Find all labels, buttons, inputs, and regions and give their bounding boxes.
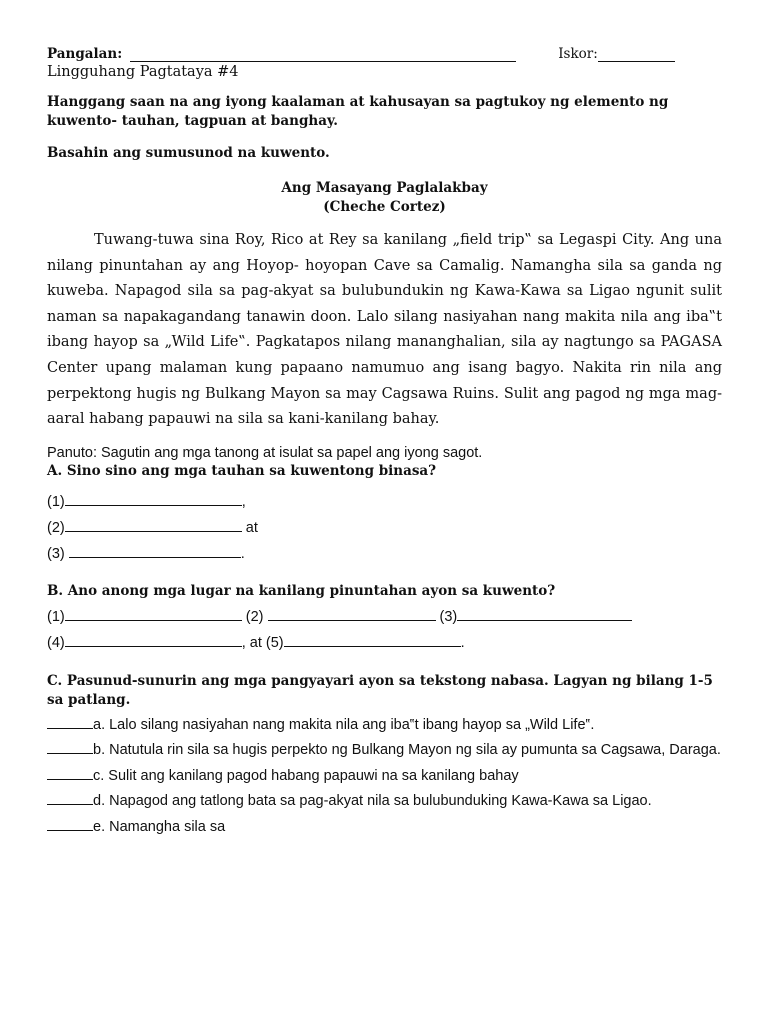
score-label: Iskor: [558,46,598,62]
name-label: Pangalan: [47,46,123,62]
question-c: C. Pasunud-sunurin ang mga pangyayari ayon sa tekstong nabasa. Lagyan ng bilang 1-5 sa patlang. [47,672,713,708]
sequence-blank-d[interactable] [47,790,93,805]
answer-b1-blank[interactable] [65,606,242,621]
answer-b-row2 [47,630,722,656]
story-body: Tuwang-tuwa sina Roy, Rico at Rey sa kanilang „field trip‟ sa Legaspi City. Ang una nilang pinuntahan ay ang Hoyop- hoyopan Cave sa Camalig. Namangha sila sa ganda ng kuweba. Napagod sila sa pag-akyat sa bulubundukin ng Kawa-Kawa sa Ligao ngunit sulit naman sa napakagandang tanawin doon. Lalo silang nasiyahan nang makita nila ang iba‟t ibang hayop sa „Wild Life‟. Pagkatapos nilang mananghalian, sila ay nagtungo sa PAGASA Center upang malaman kung papaano namumuo ang isang bagyo. Nakita rin nila ang perpektong hugis ng Bulkang Mayon sa may Cagsawa Ruins. Sulit ang pagod ng mga mag-aaral habang papauwi na sila sa kani-kanilang bahay. [47,232,722,428]
name-blank [130,47,516,62]
sequence-blank-b[interactable] [47,739,93,754]
answer-a3 [47,541,722,567]
story-title-block [47,179,722,217]
answer-b5-blank[interactable] [284,632,461,647]
answer-b5-num: , at (5) [241,634,284,651]
answer-a2-num: (2) [47,519,65,536]
story-author: (Cheche Cortez) [323,199,446,215]
score-blank [598,47,675,62]
question-b: B. Ano anong mga lugar na kanilang pinuntahan ayon sa kuwento? [47,582,556,599]
answer-b2-blank[interactable] [268,606,436,621]
answer-b1-num: (1) [47,608,65,625]
answer-a3-suffix: . [240,545,245,562]
answer-b-end: . [460,634,465,651]
sequence-item-b [47,738,722,764]
subtitle: Lingguhang Pagtataya #4 [47,64,239,80]
story-title: Ang Masayang Paglalakbay [281,180,488,196]
sequence-item-d [47,789,722,815]
sequence-item-e [47,815,722,841]
answer-b4-num: (4) [47,634,65,651]
reading-instruction: Basahin ang sumusunod na kuwento. [47,145,330,161]
intro-text: Hanggang saan na ang iyong kaalaman at kahusayan sa pagtukoy ng elemento ng kuwento- tauhan, tagpuan at banghay. [47,94,669,129]
answer-a3-blank[interactable] [69,543,241,558]
sequence-text-d: d. Napagod ang tatlong bata sa pag-akyat nila sa bulubunduking Kawa-Kawa sa Ligao. [93,793,652,810]
answer-b3-num: (3) [435,608,458,625]
answer-a3-num: (3) [47,545,69,562]
sequence-text-b: b. Natutula rin sila sa hugis perpekto ng Bulkang Mayon ng sila ay pumunta sa Cagsawa, Daraga. [93,742,721,759]
question-a: A. Sino sino ang mga tauhan sa kuwentong binasa? [47,462,437,479]
sequence-blank-c[interactable] [47,765,93,780]
sequence-text-e: e. Namangha sila sa [93,818,226,835]
answer-b3-blank[interactable] [457,606,632,621]
sequence-blank-a[interactable] [47,714,93,729]
answer-a2 [47,515,722,541]
worksheet-page [47,42,722,840]
sequence-item-a [47,713,722,739]
header-row [47,42,722,62]
answer-a1 [47,489,722,515]
answer-a1-blank[interactable] [65,491,242,506]
sequence-text-c: c. Sulit ang kanilang pagod habang papauwi na sa kanilang bahay [93,767,519,784]
sequence-text-a: a. Lalo silang nasiyahan nang makita nila ang iba‟t ibang hayop sa „Wild Life‟. [93,716,595,733]
answer-b4-blank[interactable] [65,632,242,647]
answer-a1-suffix: , [241,493,246,510]
answer-b-row1 [47,604,722,630]
sequence-item-c [47,764,722,790]
answers-b [47,604,722,656]
panuto: Panuto: Sagutin ang mga tanong at isulat sa papel ang iyong sagot. [47,444,483,461]
answer-b2-num: (2) [241,608,268,625]
answers-c [47,713,722,841]
answer-a1-num: (1) [47,493,65,510]
sequence-blank-e[interactable] [47,816,93,831]
answer-a2-blank[interactable] [65,517,242,532]
answer-a2-suffix: at [241,519,258,536]
answers-a [47,489,722,567]
